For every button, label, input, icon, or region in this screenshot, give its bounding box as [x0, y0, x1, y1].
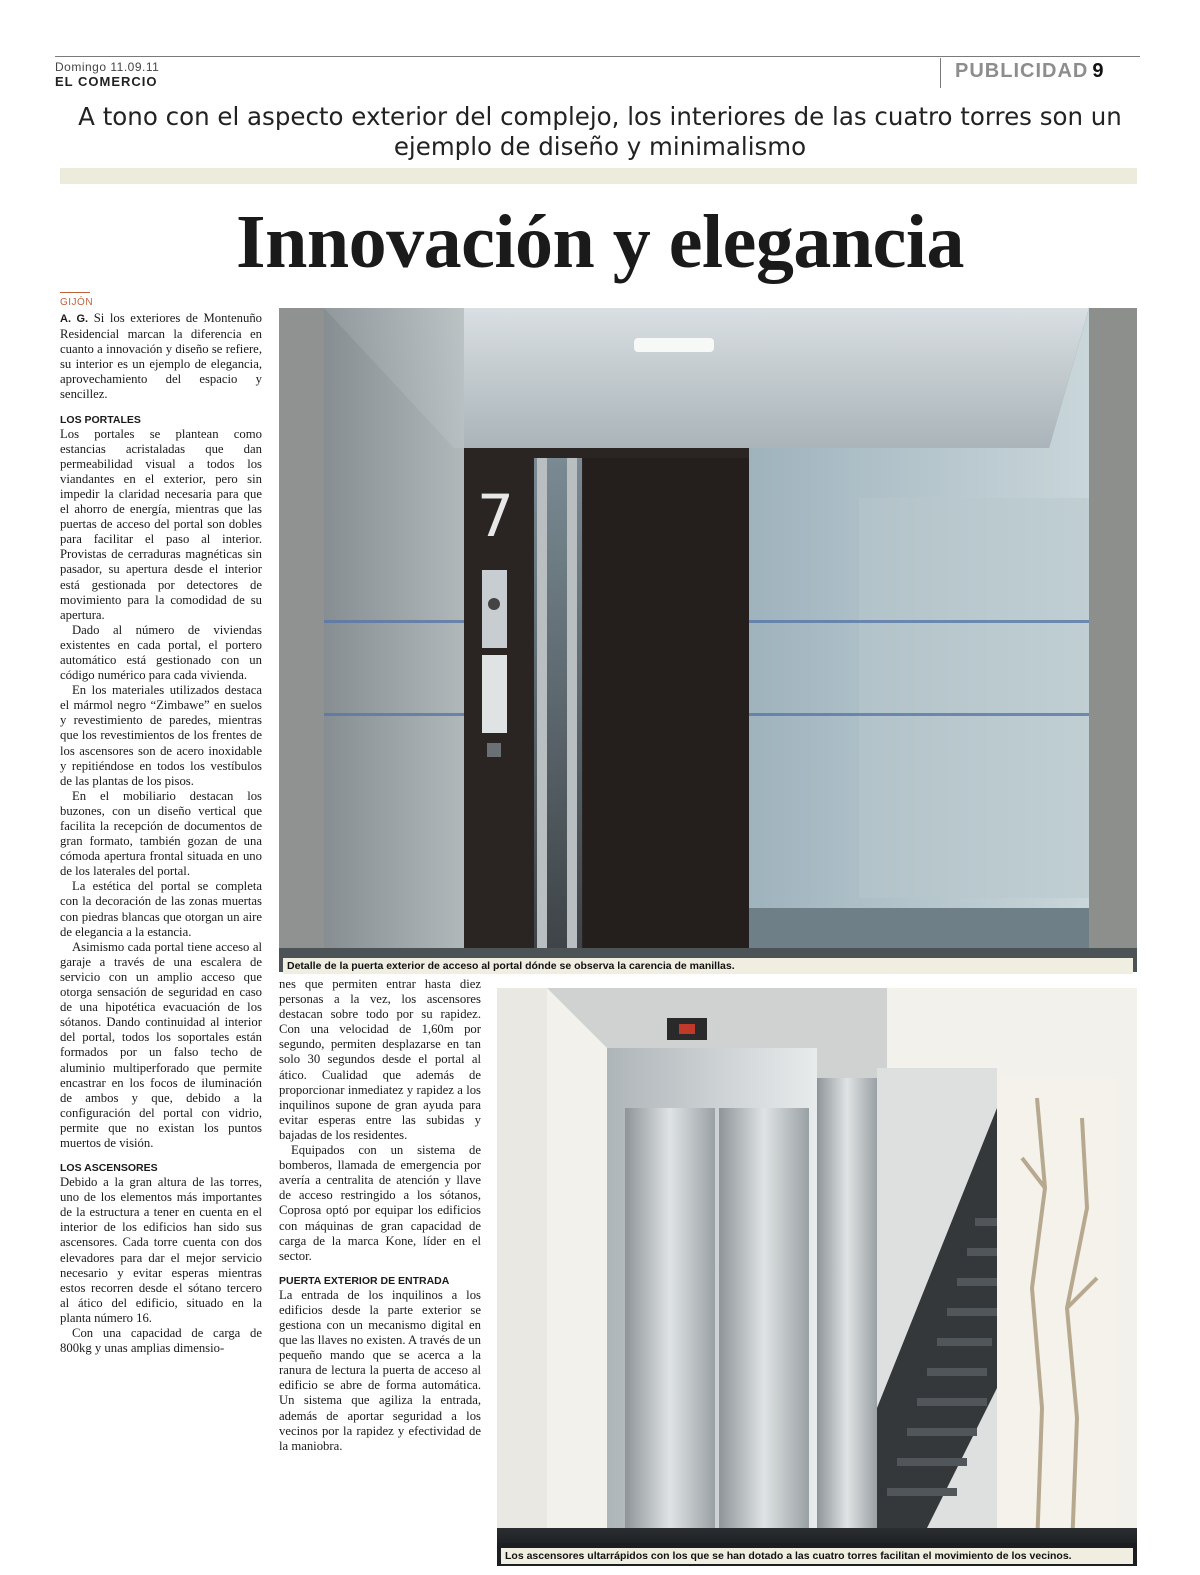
portal-door-photo — [279, 308, 1137, 972]
paragraph: Equipados con un sistema de bomberos, llamada de emergencia por avería a centralita de atención y llave de acceso restringido a los sótanos, Coprosa optó por equipar los edificios con máquinas de gran capacidad de carga de la marca Kone, líder en el sector. — [279, 1143, 481, 1263]
paragraph: La entrada de los inquilinos a los edificios desde la parte exterior se gestiona con un mecanismo digital en que las llaves no existen. A través de un pequeño mando que se acerca a la ranura de lectura la puerta de acceso al edificio se abre de forma automática. Un sistema que agiliza la entrada, además de aportar seguridad a los vecinos por la rapidez y efectividad de la maniobra. — [279, 1287, 481, 1453]
paragraph: Debido a la gran altura de las torres, uno de los elementos más importantes de la estructura a tener en cuenta en el interior de los edificios han sido sus ascensores. Cada torre cuenta con dos elevadores para dar el mejor servicio necesario y evitar esperas mientras estos recorren desde el sótano tercero al ático del edificio, situado en la planta número 16. — [60, 1175, 262, 1325]
subheading-puerta-exterior: PUERTA EXTERIOR DE ENTRADA — [279, 1274, 450, 1287]
article-column-1 — [60, 311, 262, 1356]
section-name: PUBLICIDAD — [955, 60, 1089, 82]
article-column-2 — [279, 977, 481, 1454]
kicker-rule — [60, 292, 90, 293]
bottom-photo-caption: Los ascensores ultarrápidos con los que se han dotado a las cuatro torres facilitan el movimiento de los vecinos. — [501, 1548, 1133, 1564]
decorative-band — [60, 168, 1137, 184]
paragraph: En los materiales utilizados destaca el mármol negro “Zimbawe” en suelos y revestimiento de paredes, mientras que los revestimientos de los frentes de los ascensores son de acero inoxidable y repitiéndose en todos los vestíbulos de las plantas de los pisos. — [60, 683, 262, 788]
paragraph: En el mobiliario destacan los buzones, con un diseño vertical que facilita la recepción de documentos de gran formato, también gozan de una cómoda apertura frontal situada en uno de los laterales del portal. — [60, 788, 262, 879]
section-divider — [940, 58, 941, 88]
subheading-ascensores: LOS ASCENSORES — [60, 1162, 158, 1175]
subheadline: A tono con el aspecto exterior del complejo, los interiores de las cuatro torres son un ejemplo de diseño y minimalismo — [78, 102, 1122, 161]
paragraph: Los portales se plantean como estancias acristaladas que dan permeabilidad visual a todos los viandantes en el exterior, pero sin impedir la claridad necesaria para que el ahorro de energía, mientras que las puertas de acceso del portal son dobles para facilitar el paso al interior. Provistas de cerraduras magnéticas sin pasador, su apertura desde el interior está gestionada por detectores de movimiento para la comodidad de su apertura. — [60, 426, 262, 622]
section-label — [955, 60, 1104, 83]
intro-text: Si los exteriores de Montenuño Residencial marcan la diferencia en cuanto a innovación y diseño se refiere, su interior es un ejemplo de elegancia, aprovechamiento del espacio y sencillez. — [60, 311, 263, 402]
top-rule — [55, 56, 1140, 57]
publication-date: Domingo 11.09.11 — [55, 60, 160, 74]
paragraph: Asimismo cada portal tiene acceso al garaje a través de una escalera de servicio con un amplio acceso que otorga sensación de seguridad en caso de una hipotética evacuación de los sótanos. Dando continuidad al interior del portal, todos los soportales están formados por un falso techo de aluminio multiperforado que permite encastrar en los focos de iluminación de ambos y que, debido a la configuración del portal con vidrio, permite que no existan los puntos muertos de visión. — [60, 939, 262, 1150]
portal-door-illustration — [279, 308, 1137, 972]
subheading-portales: LOS PORTALES — [60, 413, 141, 426]
top-photo-caption: Detalle de la puerta exterior de acceso al portal dónde se observa la carencia de manillas. — [283, 958, 1133, 974]
elevators-photo — [497, 988, 1137, 1566]
elevators-illustration — [497, 988, 1137, 1566]
paragraph: Con una capacidad de carga de 800kg y unas amplias dimensio- — [60, 1326, 262, 1356]
page-number: 9 — [1092, 60, 1105, 82]
location-kicker: GIJÓN — [60, 297, 94, 308]
paragraph: nes que permiten entrar hasta diez personas a la vez, los ascensores destacan sobre todo por su rapidez. Con una velocidad de 1,60m por segundo, permiten desplazarse en tan solo 30 segundos desde el portal al ático. Cualidad que además de proporcionar inmediatez y rapidez a los inquilinos supone de gran ayuda para evitar esperas entre las subidas y bajadas de los residentes. — [279, 977, 481, 1142]
byline: A. G. — [60, 313, 89, 325]
newspaper-name: EL COMERCIO — [55, 74, 158, 89]
paragraph: Dado al número de viviendas existentes en cada portal, el portero automático está gestionado con un código numérico para cada vivienda. — [60, 622, 262, 683]
headline: Innovación y elegancia — [236, 200, 964, 284]
portal-number: 7 — [477, 482, 514, 550]
intro-paragraph — [60, 311, 262, 403]
paragraph: La estética del portal se completa con la decoración de las zonas muertas con piedras blancas que otorgan un aire de elegancia a la estancia. — [60, 879, 262, 939]
